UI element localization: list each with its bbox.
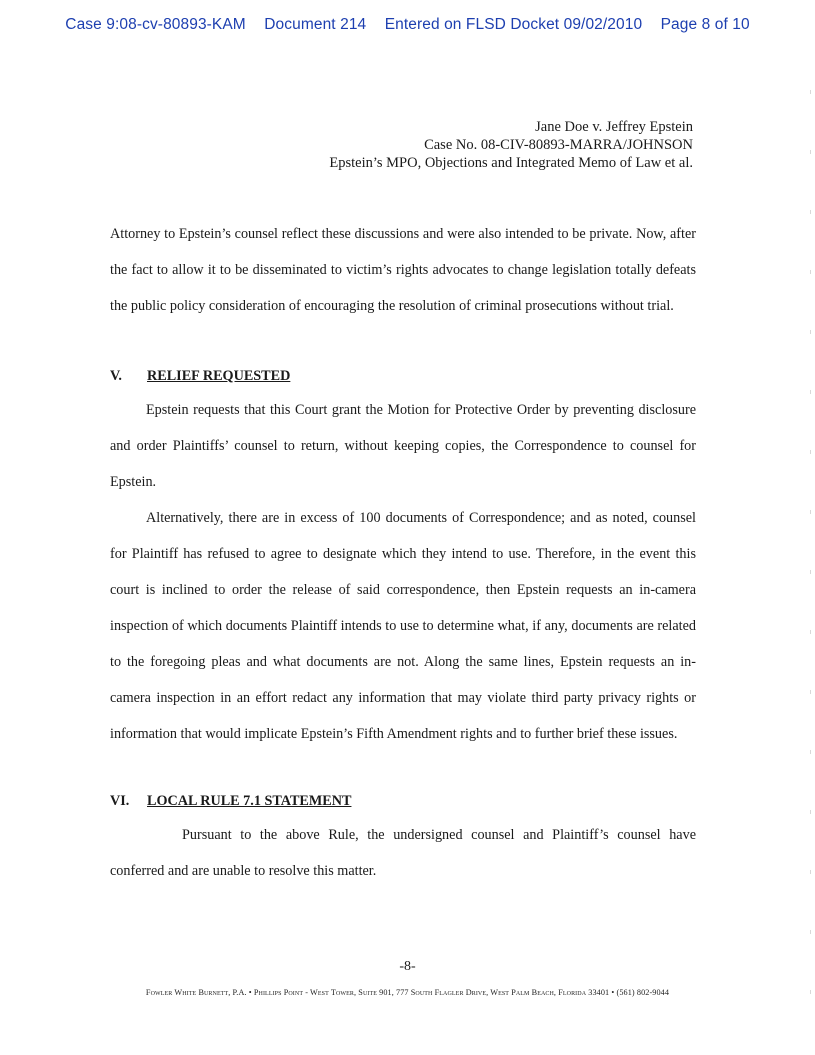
section-v — [110, 367, 696, 385]
paragraph-relief: Epstein requests that this Court grant the Motion for Protective Order by preventing disclosure and order Plaintiffs’ counsel to return, without keeping copies, the Correspondence to counsel for Epstein. — [110, 402, 696, 490]
case-caption — [273, 118, 693, 172]
section-number: VI. — [110, 793, 130, 809]
caption-document-title: Epstein’s MPO, Objections and Integrated Memo of Law et al. — [329, 155, 693, 171]
ecf-entered-date: Entered on FLSD Docket 09/02/2010 — [384, 16, 643, 33]
ecf-page-count: Page 8 of 10 — [660, 16, 750, 33]
section-title: LOCAL RULE 7.1 STATEMENT — [147, 793, 352, 809]
scan-edge-artifact — [810, 60, 811, 1020]
body-section-1 — [110, 216, 696, 324]
paragraph-statement: Pursuant to the above Rule, the undersigned counsel and Plaintiff’s counsel have conferred and are unable to resolve this matter. — [110, 827, 696, 879]
ecf-case-number: Case 9:08-cv-80893-KAM — [65, 16, 246, 33]
caption-case-number: Case No. 08-CIV-80893-MARRA/JOHNSON — [424, 137, 693, 153]
section-title: RELIEF REQUESTED — [147, 368, 291, 384]
body-section-3 — [110, 817, 696, 889]
ecf-document-number: Document 214 — [264, 16, 367, 33]
body-section-2 — [110, 392, 696, 752]
section-heading-relief — [110, 367, 696, 385]
ecf-header — [0, 16, 815, 34]
firm-footer: Fowler White Burnett, P.A. • Phillips Point - West Tower, Suite 901, 777 South Flagler Drive, West Palm Beach, Florida 33401 • (561) 802-9044 — [145, 988, 670, 997]
section-heading-local-rule — [110, 792, 696, 810]
section-vi — [110, 792, 696, 810]
section-number: V. — [110, 368, 122, 384]
page-number: -8- — [399, 959, 416, 974]
paragraph-alternative: Alternatively, there are in excess of 100 documents of Correspondence; and as noted, counsel for Plaintiff has refused to agree to designate which they intend to use. Therefore, in the event this court is inclined to order the release of said correspondence, then Epstein requests an in-camera inspection of which documents Plaintiff intends to use to determine what, if any, documents are related to the foregoing pleas and what documents are not. Along the same lines, Epstein requests an in-camera inspection in an effort redact any information that may violate third party privacy rights or information that would implicate Epstein’s Fifth Amendment rights and to further brief these issues. — [110, 510, 696, 742]
paragraph-continued: Attorney to Epstein’s counsel reflect these discussions and were also intended to be private. Now, after the fact to allow it to be disseminated to victim’s rights advocates to change legislation totally defeats the public policy consideration of encouraging the resolution of criminal prosecutions without trial. — [110, 226, 696, 314]
caption-parties: Jane Doe v. Jeffrey Epstein — [535, 119, 693, 135]
